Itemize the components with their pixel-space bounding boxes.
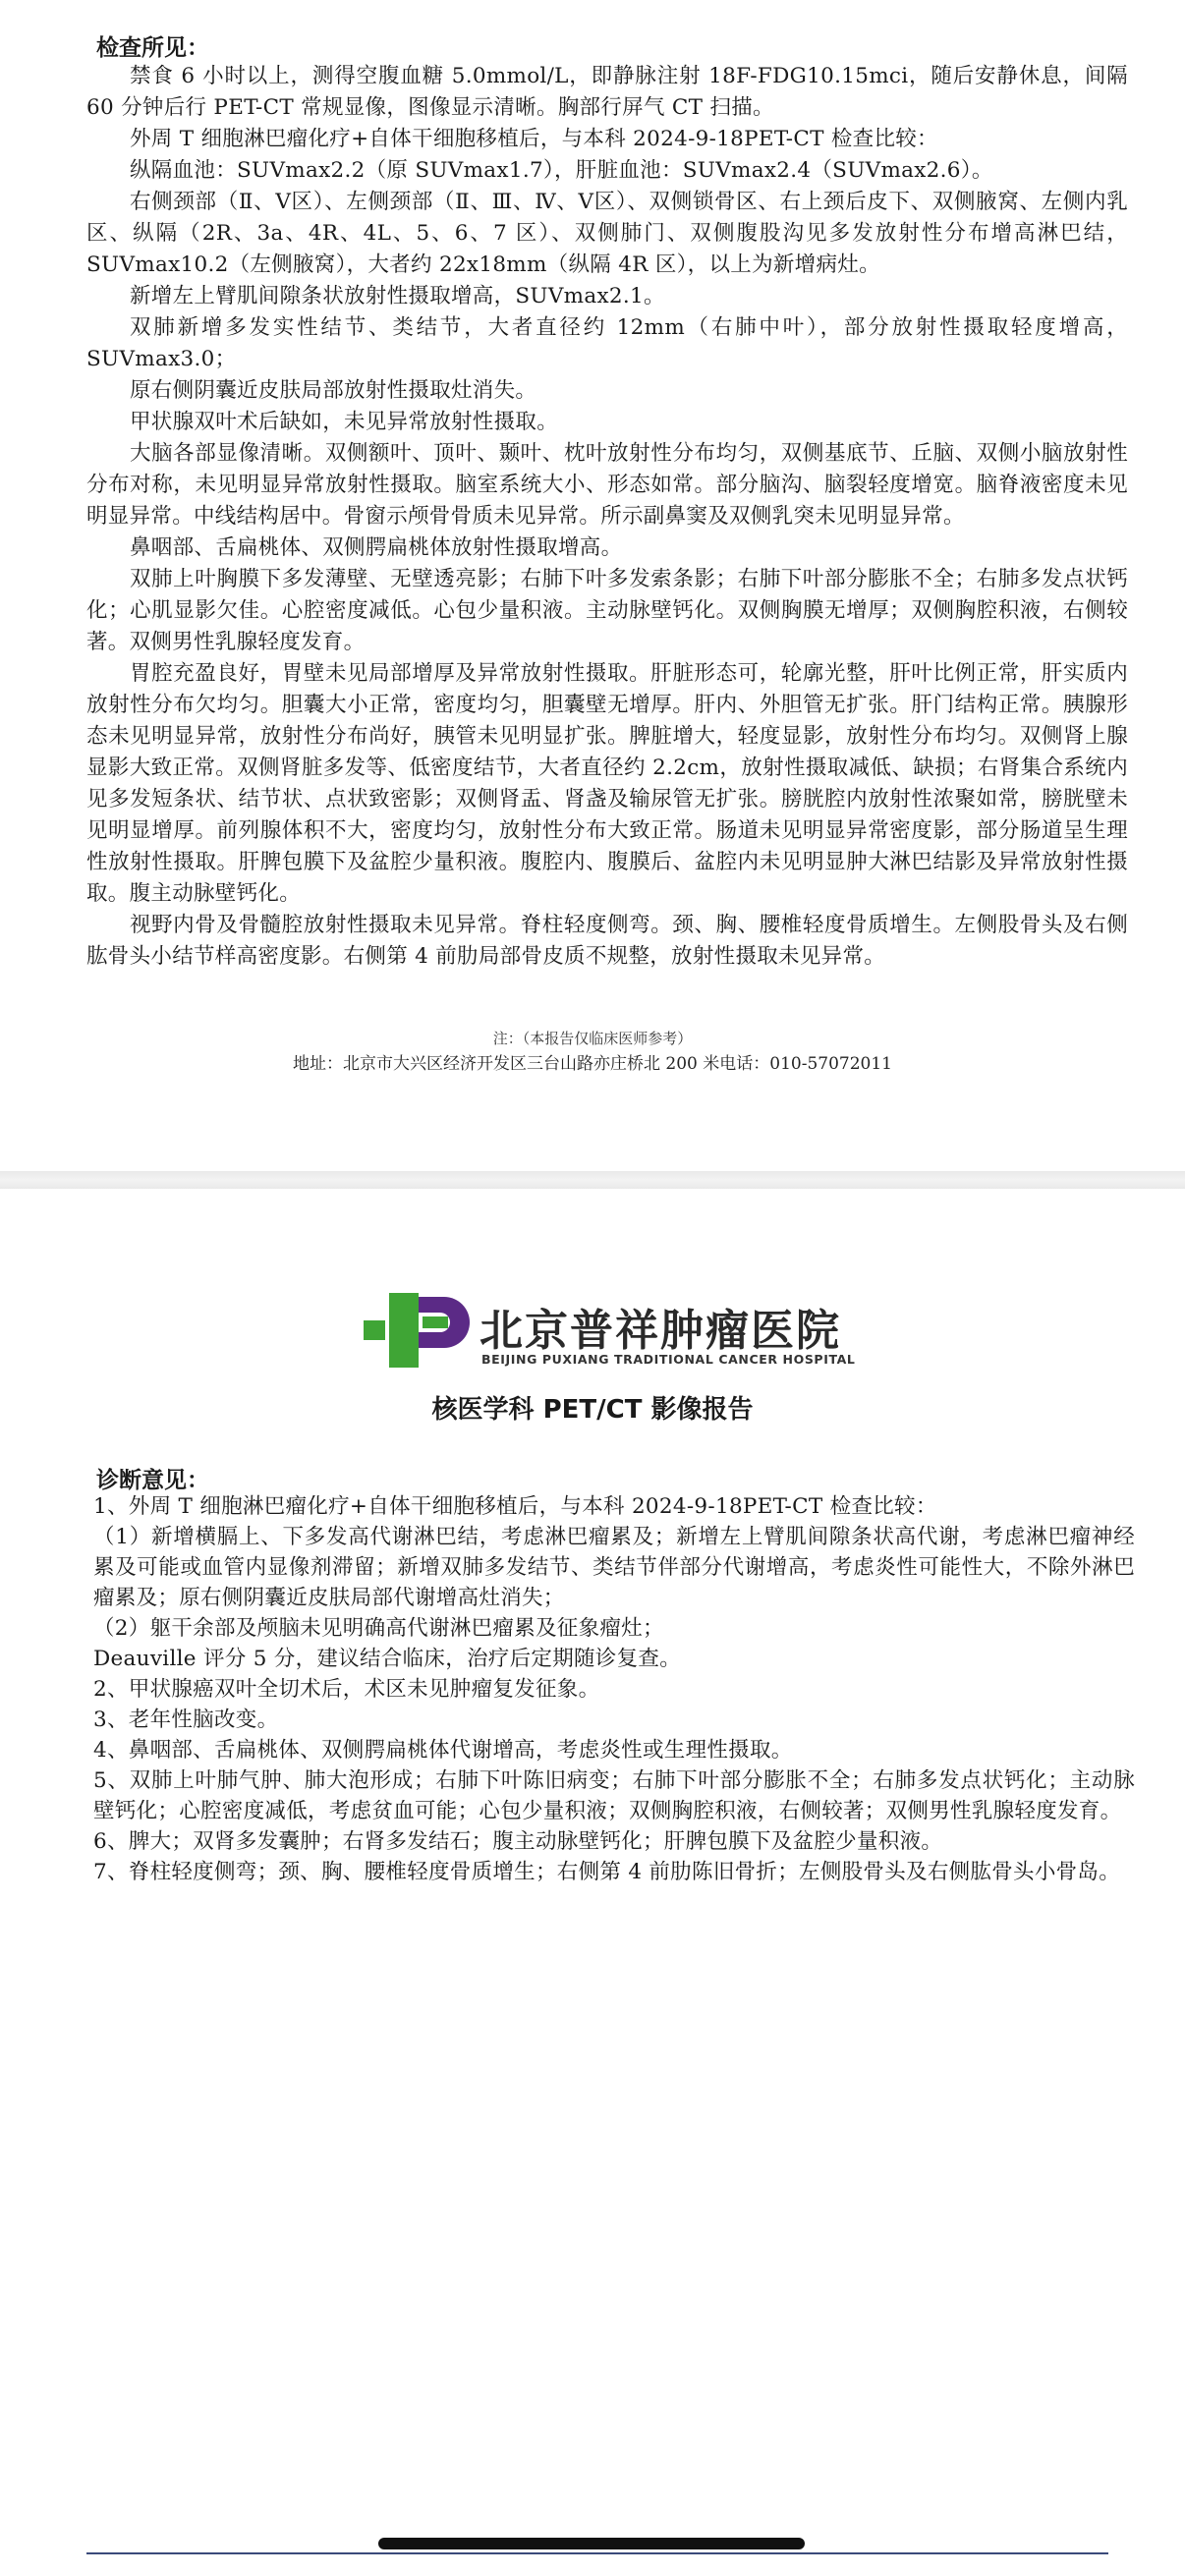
home-indicator[interactable] xyxy=(378,2538,805,2549)
report-page-1 xyxy=(0,0,1185,1171)
finding-paragraph: 大脑各部显像清晰。双侧额叶、顶叶、颞叶、枕叶放射性分布均匀，双侧基底节、丘脑、双侧小脑放射性分布对称，未见明显异常放射性摄取。脑室系统大小、形态如常。部分脑沟、脑裂轻度增宽。脑脊液密度未见明显异常。中线结构居中。骨窗示颅骨骨质未见异常。所示副鼻窦及双侧乳突未见明显异常。 xyxy=(86,441,1128,529)
diagnosis-line: 6、脾大；双肾多发囊肿；右肾多发结石；腹主动脉壁钙化；肝脾包膜下及盆腔少量积液。 xyxy=(93,1829,943,1854)
diagnosis-title: 诊断意见： xyxy=(96,1468,209,1493)
diagnosis-line: 2、甲状腺癌双叶全切术后，术区未见肿瘤复发征象。 xyxy=(93,1677,600,1702)
finding-paragraph: 双肺上叶胸膜下多发薄壁、无壁透亮影；右肺下叶多发索条影；右肺下叶部分膨胀不全；右肺多发点状钙化；心肌显影欠佳。心腔密度减低。心包少量积液。主动脉壁钙化。双侧胸膜无增厚；双侧胸腔积液，右侧较著。双侧男性乳腺轻度发育。 xyxy=(86,567,1128,654)
finding-paragraph: 右侧颈部（Ⅱ、Ⅴ区）、左侧颈部（Ⅱ、Ⅲ、Ⅳ、Ⅴ区）、双侧锁骨区、右上颈后皮下、双侧腋窝、左侧内乳区、纵隔（2R、3a、4R、4L、5、6、7 区）、双侧肺门、双侧腹股沟见多发放射性分布增高淋巴结，SUVmax10.2（左侧腋窝），大者约 22x18mm（纵隔 4R 区），以上为新增病灶。 xyxy=(86,190,1128,277)
finding-paragraph: 双肺新增多发实性结节、类结节，大者直径约 12mm（右肺中叶），部分放射性摄取轻度增高，SUVmax3.0； xyxy=(86,315,1128,371)
finding-paragraph: 新增左上臂肌间隙条状放射性摄取增高，SUVmax2.1。 xyxy=(130,284,665,308)
diagnosis-line: 7、脊柱轻度侧弯；颈、胸、腰椎轻度骨质增生；右侧第 4 前肋陈旧骨折；左侧股骨头及右侧肱骨头小骨岛。 xyxy=(93,1860,1121,1884)
report-title: 核医学科 PET/CT 影像报告 xyxy=(431,1395,754,1425)
findings-title: 检查所见： xyxy=(96,35,209,61)
finding-paragraph: 纵隔血池：SUVmax2.2（原 SUVmax1.7），肝脏血池：SUVmax2.4（SUVmax2.6）。 xyxy=(130,158,993,183)
diagnosis-line: 1、外周 T 细胞淋巴瘤化疗+自体干细胞移植后，与本科 2024-9-18PET-CT 检查比较： xyxy=(93,1494,937,1519)
diagnosis-line: （1）新增横膈上、下多发高代谢淋巴结，考虑淋巴瘤累及；新增左上臂肌间隙条状高代谢，考虑淋巴瘤神经累及可能或血管内显像剂滞留；新增双肺多发结节、类结节伴部分代谢增高，考虑炎性可能性大，不除外淋巴瘤累及；原右侧阴囊近皮肤局部代谢增高灶消失； xyxy=(93,1525,1135,1610)
diagnosis-line: 3、老年性脑改变。 xyxy=(93,1708,279,1732)
footer-rule xyxy=(86,2552,1108,2554)
hospital-name-cn: 北京普祥肿瘤医院 xyxy=(480,1306,841,1356)
findings-body xyxy=(86,61,1128,973)
finding-paragraph: 禁食 6 小时以上，测得空腹血糖 5.0mmol/L，即静脉注射 18F-FDG10.15mci，随后安静休息，间隔 60 分钟后行 PET-CT 常规显像，图像显示清晰。胸部行屏气 CT 扫描。 xyxy=(86,64,1128,120)
hospital-address: 地址：北京市大兴区经济开发区三台山路亦庄桥北 200 米电话：010-57072011 xyxy=(293,1054,892,1074)
diagnosis-line: 5、双肺上叶肺气肿、肺大泡形成；右肺下叶陈旧病变；右肺下叶部分膨胀不全；右肺多发点状钙化；主动脉壁钙化；心腔密度减低，考虑贫血可能；心包少量积液；双侧胸腔积液，右侧较著；双侧男性乳腺轻度发育。 xyxy=(93,1768,1135,1823)
hospital-logo-icon xyxy=(364,1293,472,1368)
finding-paragraph: 胃腔充盈良好，胃壁未见局部增厚及异常放射性摄取。肝脏形态可，轮廓光整，肝叶比例正常，肝实质内放射性分布欠均匀。胆囊大小正常，密度均匀，胆囊壁无增厚。肝内、外胆管无扩张。肝门结构正常。胰腺形态未见明显异常，放射性分布尚好，胰管未见明显扩张。脾脏增大，轻度显影，放射性分布均匀。双侧肾上腺显影大致正常。双侧肾脏多发等、低密度结节，大者直径约 2.2cm，放射性摄取减低、缺损；右肾集合系统内见多发短条状、结节状、点状致密影；双侧肾盂、肾盏及输尿管无扩张。膀胱腔内放射性浓聚如常，膀胱壁未见明显增厚。前列腺体积不大，密度均匀，放射性分布大致正常。肠道未见明显异常密度影，部分肠道呈生理性放射性摄取。肝脾包膜下及盆腔少量积液。腹腔内、腹膜后、盆腔内未见明显肿大淋巴结影及异常放射性摄取。腹主动脉壁钙化。 xyxy=(86,661,1128,906)
diagnosis-line: 4、鼻咽部、舌扁桃体、双侧腭扁桃体代谢增高，考虑炎性或生理性摄取。 xyxy=(93,1738,793,1763)
finding-paragraph: 鼻咽部、舌扁桃体、双侧腭扁桃体放射性摄取增高。 xyxy=(130,535,623,560)
finding-paragraph: 外周 T 细胞淋巴瘤化疗+自体干细胞移植后，与本科 2024-9-18PET-CT 检查比较： xyxy=(130,127,938,151)
diagnosis-line: Deauville 评分 5 分，建议结合临床，治疗后定期随诊复查。 xyxy=(93,1647,682,1671)
hospital-logo xyxy=(364,1289,875,1377)
finding-paragraph: 原右侧阴囊近皮肤局部放射性摄取灶消失。 xyxy=(130,378,537,403)
hospital-name-en: BEIJING PUXIANG TRADITIONAL CANCER HOSPITAL xyxy=(481,1352,856,1367)
finding-paragraph: 视野内骨及骨髓腔放射性摄取未见异常。脊柱轻度侧弯。颈、胸、腰椎轻度骨质增生。左侧股骨头及右侧肱骨头小结节样高密度影。右侧第 4 前肋局部骨皮质不规整，放射性摄取未见异常。 xyxy=(86,913,1128,969)
diagnosis-line: （2）躯干余部及颅脑未见明确高代谢淋巴瘤累及征象瘤灶； xyxy=(93,1616,664,1641)
diagnosis-body xyxy=(93,1491,1135,1887)
page-separator xyxy=(0,1171,1185,1189)
finding-paragraph: 甲状腺双叶术后缺如，未见异常放射性摄取。 xyxy=(130,410,559,434)
report-note: 注：（本报告仅临床医师参考） xyxy=(492,1030,693,1047)
